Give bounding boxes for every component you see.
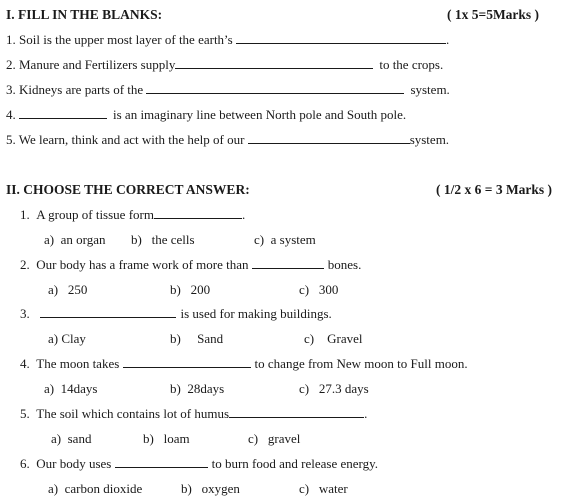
question-3-option-c[interactable]: c) Gravel: [304, 331, 363, 346]
question-5: [20, 406, 367, 422]
question-2: [20, 257, 361, 273]
question-3-num: 3.: [20, 306, 30, 321]
question-5-option-c[interactable]: c) gravel: [248, 431, 301, 446]
question-5-option-a[interactable]: a) sand: [51, 431, 92, 446]
question-1-option-c[interactable]: c) a system: [254, 232, 316, 247]
question-5-option-b[interactable]: b) loam: [143, 431, 190, 446]
question-6-blank[interactable]: [115, 456, 208, 468]
blank-item-3: [6, 82, 450, 98]
question-4-post: to change from New moon to Full moon.: [254, 356, 468, 371]
section-1-heading: I. FILL IN THE BLANKS:: [6, 7, 163, 22]
question-3-option-b[interactable]: b) Sand: [170, 331, 224, 346]
blank-item-3-text: 3. Kidneys are parts of the: [6, 82, 144, 97]
blank-item-5: [6, 132, 449, 148]
blank-item-4: [6, 107, 406, 123]
question-6-num: 6.: [20, 456, 30, 471]
question-4-num: 4.: [20, 356, 30, 371]
question-1-post: .: [241, 207, 246, 222]
question-2-num: 2.: [20, 257, 30, 272]
question-1-text: A group of tissue form: [36, 207, 154, 222]
question-1-option-b[interactable]: b) the cells: [131, 232, 195, 247]
question-6-text: Our body uses: [36, 456, 112, 471]
question-3-post: is used for making buildings.: [180, 306, 332, 321]
blank-item-5-line[interactable]: [248, 132, 410, 144]
question-1-num: 1.: [20, 207, 30, 222]
blank-item-4-text: 4.: [6, 107, 16, 122]
question-4-option-a[interactable]: a) 14days: [44, 381, 98, 396]
question-2-blank[interactable]: [252, 257, 324, 269]
question-2-text: Our body has a frame work of more than: [36, 257, 249, 272]
question-4-option-c[interactable]: c) 27.3 days: [299, 381, 369, 396]
blank-item-2: [6, 57, 443, 73]
question-5-blank[interactable]: [229, 406, 364, 418]
blank-item-2-post: to the crops.: [379, 57, 444, 72]
question-2-option-c[interactable]: c) 300: [299, 282, 339, 297]
question-6-option-c[interactable]: c) water: [299, 481, 348, 496]
blank-item-2-text: 2. Manure and Fertilizers supply: [6, 57, 176, 72]
blank-item-2-line[interactable]: [175, 57, 373, 69]
blank-item-4-line[interactable]: [19, 107, 107, 119]
blank-item-1-post: .: [445, 32, 450, 47]
blank-item-1-text: 1. Soil is the upper most layer of the earth’s: [6, 32, 233, 47]
question-6: [20, 456, 378, 472]
question-5-post: .: [364, 406, 368, 421]
question-4-option-b[interactable]: b) 28days: [170, 381, 225, 396]
question-4-blank[interactable]: [123, 356, 251, 368]
question-6-option-b[interactable]: b) oxygen: [181, 481, 240, 496]
question-1-blank[interactable]: [154, 207, 242, 219]
blank-item-3-line[interactable]: [146, 82, 404, 94]
question-5-text: The soil which contains lot of humus: [36, 406, 230, 421]
section-2-heading: II. CHOOSE THE CORRECT ANSWER:: [6, 182, 250, 197]
blank-item-4-post: is an imaginary line between North pole and South pole.: [113, 107, 407, 122]
section-2-marks: ( 1/2 x 6 = 3 Marks ): [436, 182, 553, 197]
blank-item-5-text: 5. We learn, think and act with the help of our: [6, 132, 245, 147]
question-2-post: bones.: [327, 257, 362, 272]
blank-item-1-line[interactable]: [236, 32, 446, 44]
question-1-option-a[interactable]: a) an organ: [44, 232, 106, 247]
question-1: [20, 207, 245, 223]
question-3: [20, 306, 332, 322]
blank-item-5-post: system.: [409, 132, 450, 147]
question-2-option-b[interactable]: b) 200: [170, 282, 211, 297]
question-3-blank[interactable]: [40, 306, 176, 318]
question-2-option-a[interactable]: a) 250: [48, 282, 88, 297]
question-5-num: 5.: [20, 406, 30, 421]
blank-item-3-post: system.: [410, 82, 450, 97]
section-1-marks: ( 1x 5=5Marks ): [447, 7, 540, 22]
question-3-option-a[interactable]: a) Clay: [48, 331, 86, 346]
question-6-option-a[interactable]: a) carbon dioxide: [48, 481, 143, 496]
blank-item-1: [6, 32, 449, 48]
question-4: [20, 356, 468, 372]
question-6-post: to burn food and release energy.: [211, 456, 379, 471]
question-4-text: The moon takes: [36, 356, 120, 371]
